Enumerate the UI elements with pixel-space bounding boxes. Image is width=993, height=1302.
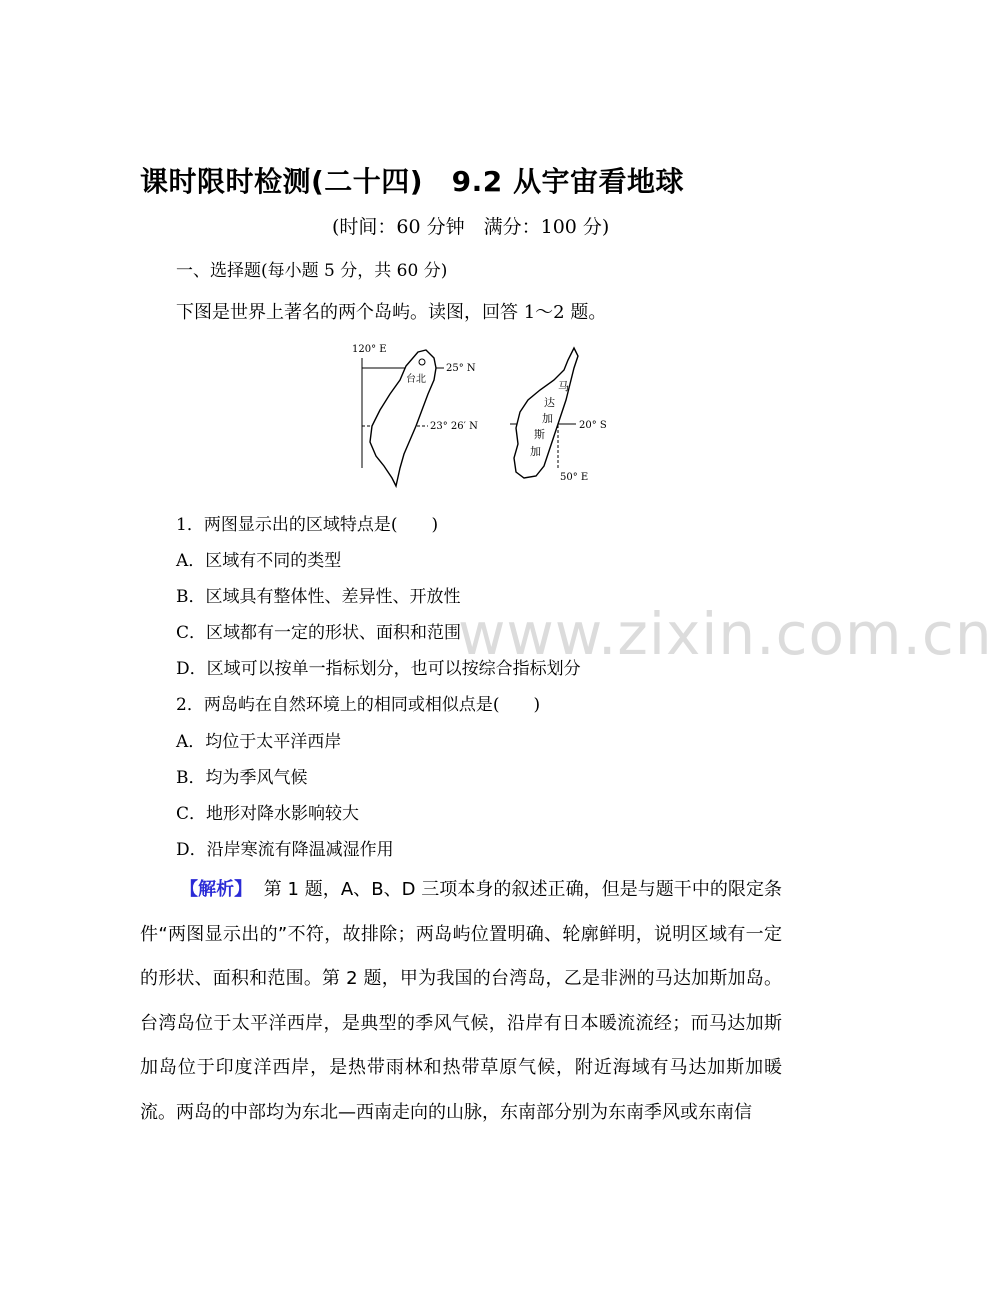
page-title: 课时限时检测(二十四) 9.2 从宇宙看地球 (140, 165, 684, 198)
question-2-option-a: A．均位于太平洋西岸 (176, 732, 342, 752)
question-2-option-b: B．均为季风气候 (176, 768, 308, 788)
watermark: www.zixin.com.cn (458, 600, 993, 668)
madagascar-char-3: 加 (542, 412, 553, 425)
madagascar-char-2: 达 (544, 396, 555, 409)
question-1-option-a: A．区域有不同的类型 (176, 551, 342, 571)
question-1-option-c: C．区域都有一定的形状、面积和范围 (176, 623, 462, 643)
taipei-marker (419, 359, 425, 365)
taipei-label: 台北 (406, 374, 426, 385)
lon-50e-label: 50° E (560, 472, 589, 483)
section-heading: 一、选择题(每小题 5 分，共 60 分) (176, 261, 448, 281)
question-2-option-c: C．地形对降水影响较大 (176, 804, 360, 824)
madagascar-char-5: 加 (530, 445, 541, 458)
analysis-paragraph (140, 868, 782, 1135)
lat-tropic-label: 23° 26′ N (430, 421, 478, 432)
question-1-option-d: D．区域可以按单一指标划分，也可以按综合指标划分 (176, 659, 581, 679)
question-1-option-b: B．区域具有整体性、差异性、开放性 (176, 587, 461, 607)
question-2-stem: 2．两岛屿在自然环境上的相同或相似点是( ) (176, 695, 541, 715)
analysis-tag: 【解析】 (180, 879, 253, 900)
lat-25n-label: 25° N (446, 363, 476, 374)
taiwan-island-outline (370, 350, 436, 486)
madagascar-char-1: 马 (558, 380, 569, 393)
question-1-stem: 1．两图显示出的区域特点是( ) (176, 515, 439, 535)
island-maps-figure (348, 340, 618, 490)
time-score-info: (时间：60 分钟 满分：100 分) (332, 216, 610, 238)
question-intro: 下图是世界上著名的两个岛屿。读图，回答 1～2 题。 (176, 302, 607, 323)
madagascar-map (510, 348, 607, 483)
lat-20s-label: 20° S (579, 420, 607, 431)
analysis-text: 第 1 题，A、B、D 三项本身的叙述正确，但是与题干中的限定条件“两图显示出的”不符，故排除；两岛屿位置明确、轮廓鲜明，说明区域有一定的形状、面积和范围。第 2 题，甲为我国的台湾岛，乙是非洲的马达加斯加岛。台湾岛位于太平洋西岸，是典型的季风气候，沿岸有日本暖流流经；而马达加斯加岛位于印度洋西岸，是热带雨林和热带草原气候，附近海域有马达加斯加暖流。两岛的中部均为东北—西南走向的山脉，东南部分别为东南季风或东南信 (140, 879, 783, 1123)
madagascar-char-4: 斯 (534, 428, 545, 441)
taiwan-map (352, 344, 478, 486)
question-2-option-d: D．沿岸寒流有降温减湿作用 (176, 840, 394, 860)
lon-120e-label: 120° E (352, 344, 387, 355)
